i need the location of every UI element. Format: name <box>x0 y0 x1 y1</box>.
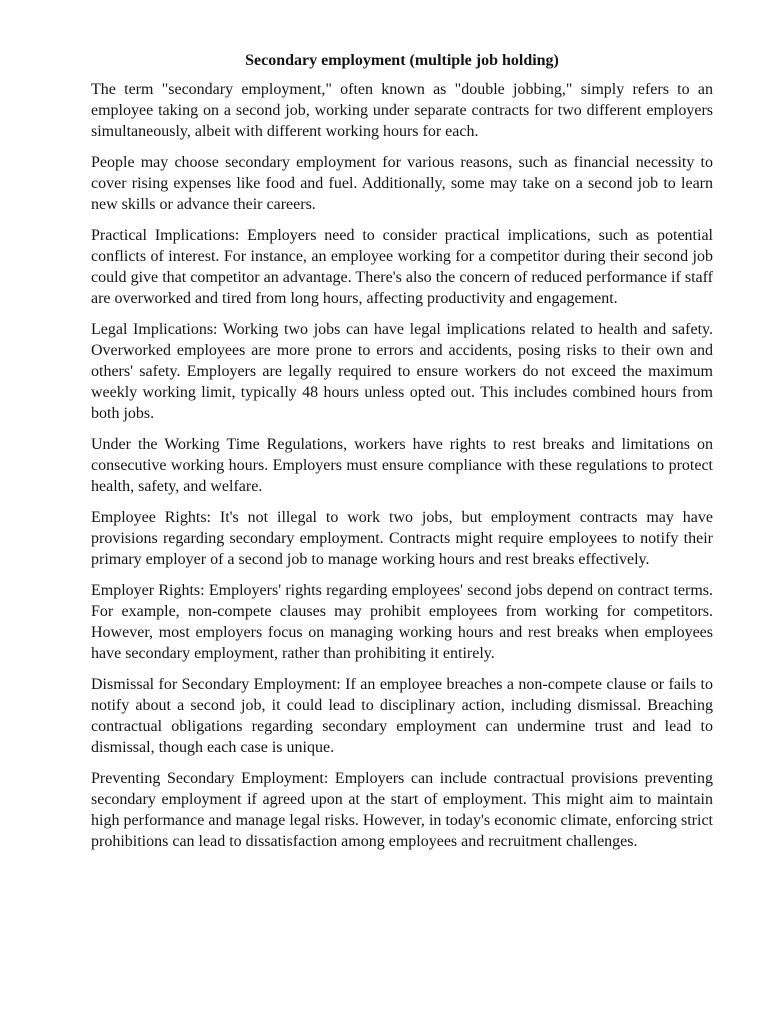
paragraph-reasons: People may choose secondary employment for various reasons, such as financial necessity to cover rising expenses like food and fuel. Additionally, some may take on a second job to learn new skills or advance their careers. <box>91 154 713 213</box>
document-title: Secondary employment (multiple job holding) <box>245 52 559 69</box>
paragraph-practical-implications: Practical Implications: Employers need to consider practical implications, such as potential conflicts of interest. For instance, an employee working for a competitor during their second job could give that competitor an advantage. There's also the concern of reduced performance if staff are overworked and tired from long hours, affecting productivity and engagement. <box>91 227 713 307</box>
paragraph-definition: The term "secondary employment," often known as "double jobbing," simply refers to an employee taking on a second job, working under separate contracts for two different employers simultaneously, albeit with different working hours for each. <box>91 81 713 140</box>
paragraph-working-time-regulations: Under the Working Time Regulations, workers have rights to rest breaks and limitations on consecutive working hours. Employers must ensure compliance with these regulations to protect health, safety, and welfare. <box>91 436 713 495</box>
paragraph-employee-rights: Employee Rights: It's not illegal to work two jobs, but employment contracts may have provisions regarding secondary employment. Contracts might require employees to notify their primary employer of a second job to manage working hours and rest breaks effectively. <box>91 509 713 568</box>
paragraph-dismissal: Dismissal for Secondary Employment: If an employee breaches a non-compete clause or fails to notify about a second job, it could lead to disciplinary action, including dismissal. Breaching contractual obligations regarding secondary employment can undermine trust and lead to dismissal, though each case is unique. <box>91 676 713 756</box>
document-page <box>91 50 713 862</box>
paragraph-legal-implications: Legal Implications: Working two jobs can have legal implications related to health and safety. Overworked employees are more prone to errors and accidents, posing risks to their own and others' safety. Employers are legally required to ensure workers do not exceed the maximum weekly working limit, typically 48 hours unless opted out. This includes combined hours from both jobs. <box>91 321 713 422</box>
paragraph-employer-rights: Employer Rights: Employers' rights regarding employees' second jobs depend on contract terms. For example, non-compete clauses may prohibit employees from working for competitors. However, most employers focus on managing working hours and rest breaks when employees have secondary employment, rather than prohibiting it entirely. <box>91 582 713 662</box>
paragraph-preventing: Preventing Secondary Employment: Employers can include contractual provisions preventing secondary employment if agreed upon at the start of employment. This might aim to maintain high performance and manage legal risks. However, in today's economic climate, enforcing strict prohibitions can lead to dissatisfaction among employees and recruitment challenges. <box>91 770 713 850</box>
